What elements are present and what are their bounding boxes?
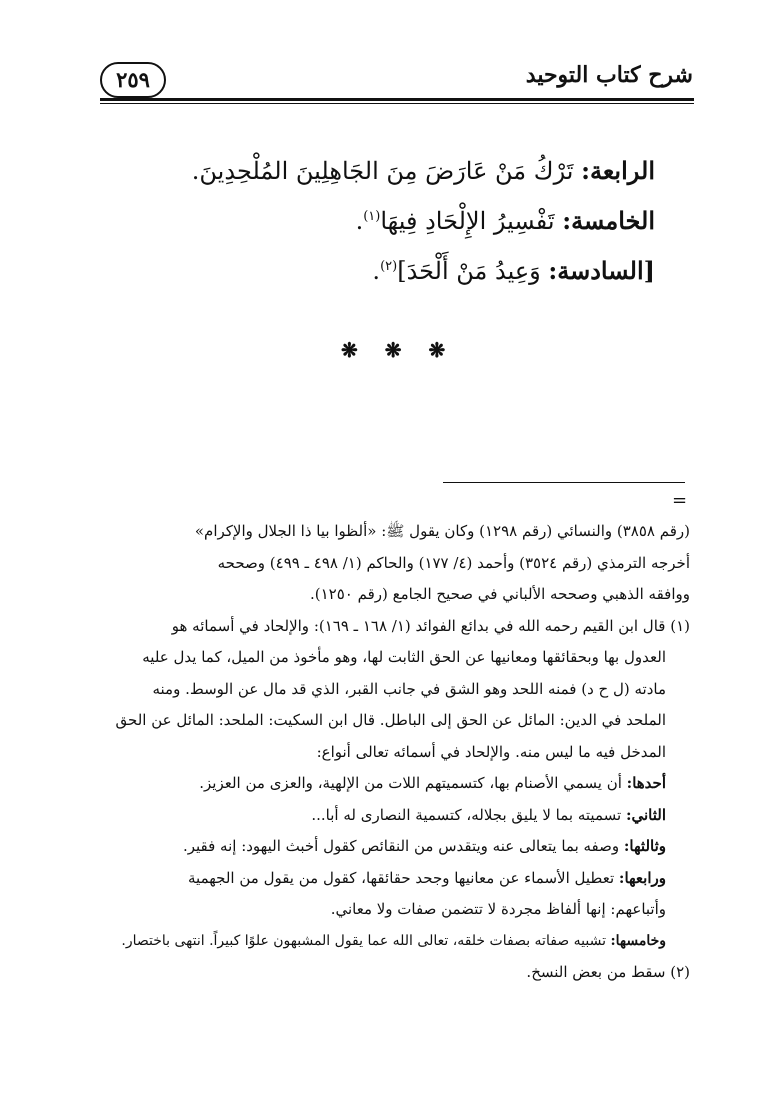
footnote-line — [75, 863, 690, 895]
section-separator: ❋ ❋ ❋ — [341, 338, 456, 362]
type-text: تشبيه صفاته بصفات خلقه، تعالى الله عما يقول المشبهون علوًا كبيراً. انتهى باختصار. — [121, 932, 611, 949]
footnote-line: وأتباعهم: إنها ألفاظ مجردة لا تتضمن صفات ولا معاني. — [330, 900, 666, 918]
text-fifth: تَفْسِيرُ الإِلْحَادِ فِيهَا — [380, 207, 563, 235]
type-text: تعطيل الأسماء عن معانيها وجحد حقائقها، كقول من يقول من الجهمية — [188, 868, 619, 887]
end-fifth: . — [355, 207, 364, 235]
footnote-line: ووافقه الذهبي وصححه الألباني في صحيح الجامع (رقم ١٢٥٠). — [309, 585, 690, 603]
type-text: تسميته بما لا يليق بجلاله، كتسمية النصارى له أبا... — [311, 805, 626, 824]
main-line-fifth — [95, 194, 655, 244]
type-label: أحدها: — [626, 774, 666, 792]
footnote-line — [75, 926, 690, 958]
footnote-line: (رقم ٣٨٥٨) والنسائي (رقم ١٢٩٨) وكان يقول ﷺ: «ألظوا بيا ذا الجلال والإكرام» — [194, 522, 690, 540]
footnote-line: (٢) سقط من بعض النسخ. — [526, 963, 690, 981]
main-line-fourth — [95, 148, 655, 194]
continuation-marker: = — [672, 490, 688, 511]
text-fourth: تَرْكُ مَنْ عَارَضَ مِنَ الجَاهِلِينَ المُلْحِدِينَ. — [191, 157, 582, 185]
header-rule-thin — [100, 103, 694, 104]
running-head-title: شرح كتاب التوحيد — [525, 62, 693, 88]
footnote-line — [75, 800, 690, 832]
type-label: الثاني: — [625, 805, 666, 824]
footnote-ref-1[interactable]: (١) — [363, 209, 381, 224]
footnote-line: المدخل فيه ما ليس منه. والإلحاد في أسمائه تعالى أنواع: — [316, 742, 666, 761]
type-label: وثالثها: — [623, 837, 666, 855]
label-fourth: الرابعة: — [581, 156, 655, 185]
footnote-line — [75, 831, 690, 863]
footnote-ref-2[interactable]: (٢) — [380, 259, 398, 274]
label-fifth: الخامسة: — [562, 206, 655, 235]
label-sixth: [السادسة: — [548, 256, 655, 285]
footnotes — [75, 516, 690, 989]
footnote-line — [75, 768, 690, 800]
footnote-line: الملحد في الدين: المائل عن الحق إلى الباطل. قال ابن السكيت: الملحد: المائل عن الحق — [115, 711, 666, 729]
footnote-rule — [443, 482, 685, 483]
main-text — [95, 148, 655, 294]
footnote-line: (١) قال ابن القيم رحمه الله في بدائع الفوائد (١/ ١٦٨ ـ ١٦٩): والإلحاد في أسمائه هو — [171, 616, 690, 635]
main-line-sixth — [95, 244, 655, 294]
page-number: ٢٥٩ — [100, 62, 166, 98]
type-text: أن يسمي الأصنام بها، كتسميتهم اللات من الإلهية، والعزى من العزيز. — [199, 774, 627, 792]
text-sixth: وَعِيدُ مَنْ أَلْحَدَ] — [397, 257, 549, 285]
type-label: ورابعها: — [618, 868, 666, 887]
type-text: وصفه بما يتعالى عنه ويتقدس من النقائص كقول أخبث اليهود: إنه فقير. — [182, 837, 624, 855]
footnote-line: العدول بها وبحقائقها ومعانيها عن الحق الثابت لها، وهو مأخوذ من الميل، كما يدل عليه — [142, 648, 666, 666]
type-label: وخامسها: — [610, 932, 666, 949]
footnote-line: أخرجه الترمذي (رقم ٣٥٢٤) وأحمد (٤/ ١٧٧) والحاكم (١/ ٤٩٨ ـ ٤٩٩) وصححه — [217, 553, 690, 572]
header-rule-thick — [100, 98, 694, 101]
footnote-line: مادته (ل ح د) فمنه اللحد وهو الشق في جانب القبر، الذي قد مال عن الوسط. ومنه — [152, 679, 666, 698]
end-sixth: . — [372, 257, 381, 285]
